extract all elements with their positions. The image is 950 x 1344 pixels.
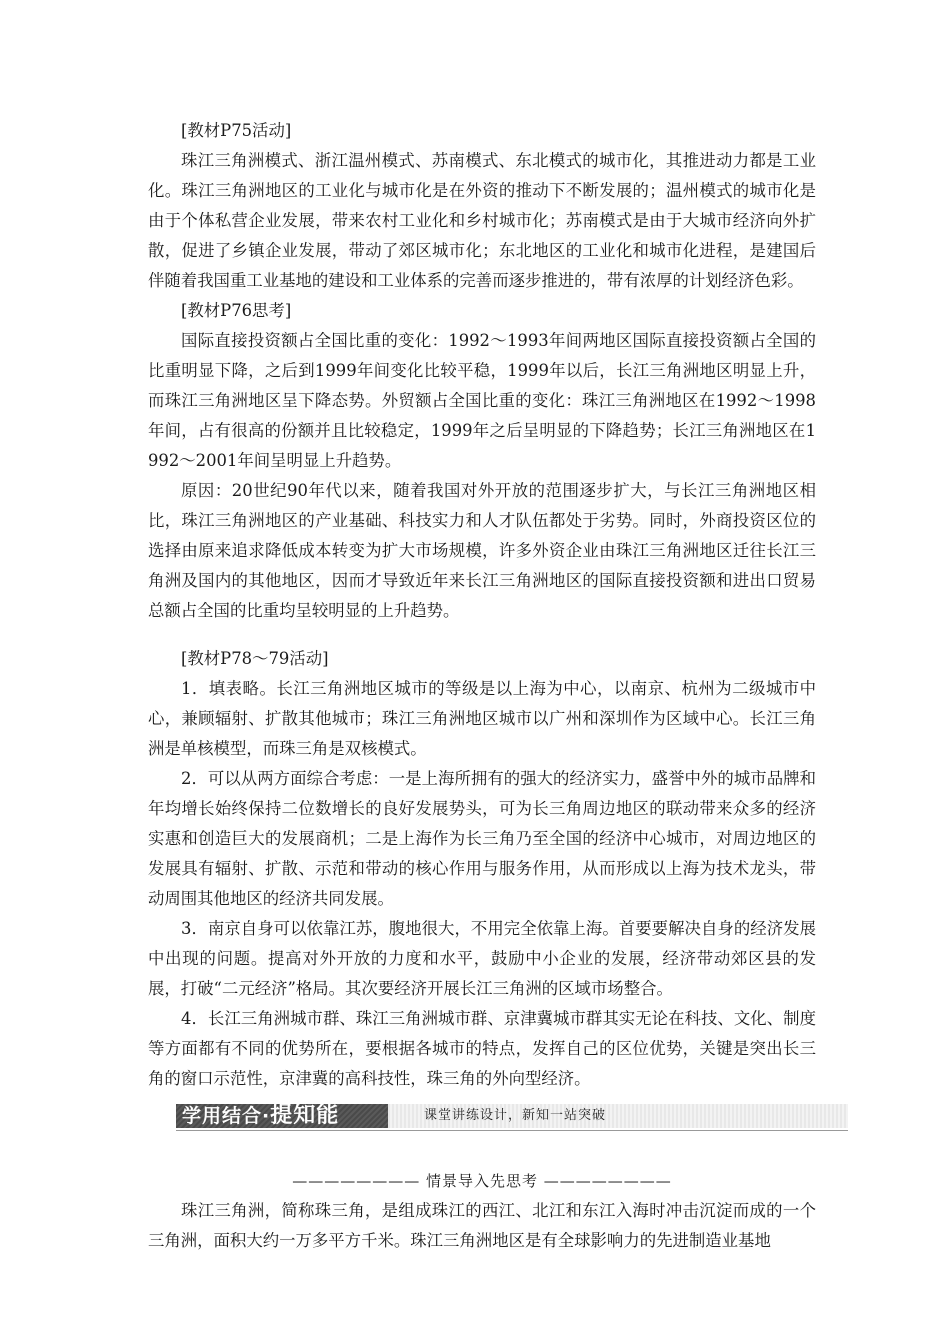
section-tag-p75: [教材P75活动] [181, 121, 292, 140]
paragraph-p76-reason: 原因：20世纪90年代以来，随着我国对外开放的范围逐步扩大，与长江三角洲地区相比，珠江三角洲地区的产业基础、科技实力和人才队伍都处于劣势。同时，外商投资区位的选择由原来追求降低成本转变为扩大市场规模，许多外资企业由珠江三角洲地区迁往长江三角洲及国内的其他地区，因而才导致近年来长江三角洲地区的国际直接投资额和进出口贸易总额占全国的比重均呈较明显的上升趋势。 [148, 481, 816, 620]
answer-item-1: 1．填表略。长江三角洲地区城市的等级是以上海为中心，以南京、杭州为二级城市中心，兼顾辐射、扩散其他城市；珠江三角洲地区城市以广州和深圳作为区域中心。长江三角洲是单核模型，而珠三角是双核模式。 [148, 679, 816, 758]
banner-title-part-b: 提知能 [270, 1103, 340, 1128]
banner-title-part-a: 学用结合· [182, 1105, 271, 1127]
section-tag-p76: [教材P76思考] [181, 301, 292, 320]
scenario-paragraph: 珠江三角洲，简称珠三角，是组成珠江的西江、北江和东江入海时冲击沉淀而成的一个三角洲，面积大约一万多平方千米。珠江三角洲地区是有全球影响力的先进制造业基地 [148, 1201, 816, 1250]
banner-subtitle: 课堂讲练设计，新知一站突破 [388, 1104, 848, 1128]
section-gap [148, 626, 816, 644]
banner-title [176, 1104, 388, 1128]
section-tag-p78-79: [教材P78～79活动] [181, 649, 329, 668]
paragraph-p75: 珠江三角洲模式、浙江温州模式、苏南模式、东北模式的城市化，其推进动力都是工业化。珠江三角洲地区的工业化与城市化是在外资的推动下不断发展的；温州模式的城市化是由于个体私营企业发展，带来农村工业化和乡村城市化；苏南模式是由于大城市经济向外扩散，促进了乡镇企业发展，带动了郊区城市化；东北地区的工业化和城市化进程，是建国后伴随着我国重工业基地的建设和工业体系的完善而逐步推进的，带有浓厚的计划经济色彩。 [148, 151, 816, 290]
answer-item-3: 3．南京自身可以依靠江苏，腹地很大，不用完全依靠上海。首要要解决自身的经济发展中出现的问题。提高对外开放的力度和水平，鼓励中小企业的发展，经济带动郊区县的发展，打破“二元经济”格局。其次要经济开展长江三角洲的区域市场整合。 [148, 919, 816, 998]
answer-item-4: 4．长江三角洲城市群、珠江三角洲城市群、京津冀城市群其实无论在科技、文化、制度等方面都有不同的优势所在，要根据各城市的特点，发挥自己的区位优势，关键是突出长三角的窗口示范性，京津冀的高科技性，珠三角的外向型经济。 [148, 1009, 816, 1088]
document-page [148, 116, 816, 1256]
paragraph-p76-change: 国际直接投资额占全国比重的变化：1992～1993年间两地区国际直接投资额占全国的比重明显下降，之后到1999年间变化比较平稳，1999年以后，长江三角洲地区明显上升，而珠江三角洲地区呈下降态势。外贸额占全国比重的变化：珠江三角洲地区在1992～1998年间，占有很高的份额并且比较稳定，1999年之后呈明显的下降趋势；长江三角洲地区在1992～2001年间呈明显上升趋势。 [148, 331, 816, 470]
scenario-heading: ———————— 情景导入先思考 ———————— [292, 1172, 672, 1190]
banner-underline [176, 1130, 848, 1131]
section-banner [148, 1100, 816, 1130]
answer-item-2: 2．可以从两方面综合考虑：一是上海所拥有的强大的经济实力，盛誉中外的城市品牌和年均增长始终保持二位数增长的良好发展势头，可为长三角周边地区的联动带来众多的经济实惠和创造巨大的发展商机；二是上海作为长三角乃至全国的经济中心城市，对周边地区的发展具有辐射、扩散、示范和带动的核心作用与服务作用，从而形成以上海为技术龙头，带动周围其他地区的经济共同发展。 [148, 769, 816, 908]
